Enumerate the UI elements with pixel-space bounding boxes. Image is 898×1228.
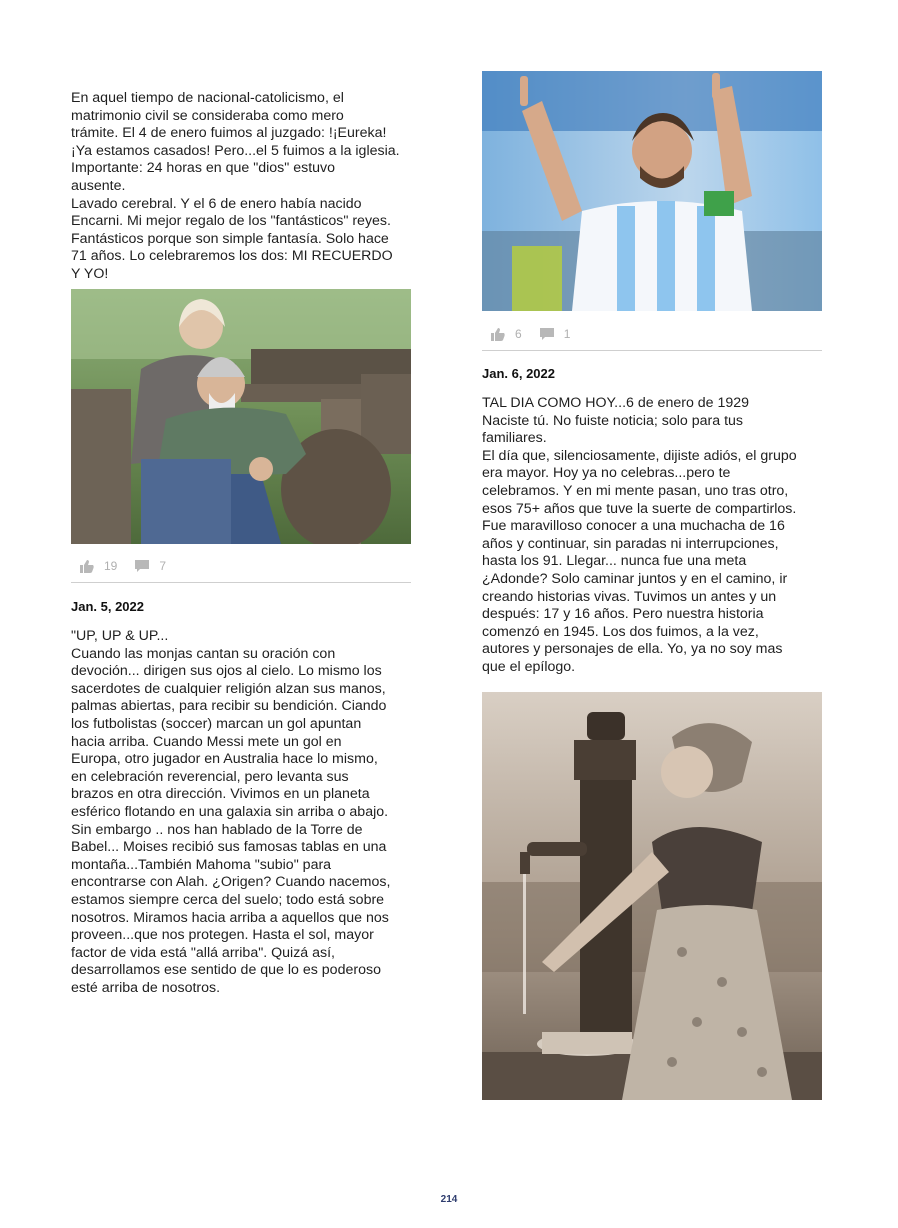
divider xyxy=(482,350,822,351)
post-date: Jan. 6, 2022 xyxy=(482,366,555,381)
post-text xyxy=(71,628,416,997)
text-line: desarrollamos ese sentido de que lo es poderoso xyxy=(71,962,381,979)
text-line: Sin embargo .. nos han hablado de la Torre de xyxy=(71,821,363,838)
divider xyxy=(71,582,411,583)
text-line: estamos siempre cerca del suelo; todo está sobre xyxy=(71,891,385,908)
text-line: en celebración reverencial, pero levanta sus xyxy=(71,768,349,785)
couple-photo xyxy=(71,289,411,544)
thumbs-up-icon xyxy=(80,560,94,573)
text-line: esos 75+ años que tuve la suerte de compartirlos. xyxy=(482,500,797,517)
text-line: trámite. El 4 de enero fuimos al juzgado: !¡Eureka! xyxy=(71,125,387,142)
right-post-stats xyxy=(491,322,588,346)
text-line: Fantásticos porque son simple fantasía. Solo hace xyxy=(71,230,389,247)
text-line: autores y personajes de ella. Yo, ya no soy mas xyxy=(482,641,783,658)
post-date: Jan. 5, 2022 xyxy=(71,599,144,614)
text-line: encontrarse con Alah. ¿Origen? Cuando nacemos, xyxy=(71,874,391,891)
text-line: 71 años. Lo celebraremos los dos: MI RECUERDO xyxy=(71,248,393,265)
text-line: TAL DIA COMO HOY...6 de enero de 1929 xyxy=(482,395,750,411)
text-line: sacerdotes de cualquier religión alzan sus manos, xyxy=(71,680,386,697)
text-line: era mayor. Hoy ya no celebras...pero te xyxy=(482,465,731,482)
vintage-fountain-photo xyxy=(482,692,822,1100)
text-line: ausente. xyxy=(71,177,126,194)
text-line: factor de vida está "allá arriba". Quizá así, xyxy=(71,944,335,961)
text-line: nosotros. Miramos hacia arriba a aquellos que nos xyxy=(71,909,389,926)
text-line: "UP, UP & UP... xyxy=(71,628,169,644)
text-line: ¡Ya estamos casados! Pero...el 5 fuimos a la iglesia. xyxy=(71,142,400,159)
text-line: familiares. xyxy=(482,430,547,447)
text-line: hasta los 91. Llegar... nunca fue una meta xyxy=(482,553,747,570)
likes-stat[interactable] xyxy=(80,559,117,573)
text-line: hacia arriba. Cuando Messi mete un gol en xyxy=(71,733,342,750)
text-line: celebramos. Y en mi mente pasan, uno tras otro, xyxy=(482,482,789,499)
text-line: comenzó en 1945. Los dos fuimos, a la vez, xyxy=(482,623,759,640)
likes-count: 6 xyxy=(515,327,522,341)
text-line: Fue maravilloso conocer a una muchacha de 16 xyxy=(482,518,785,535)
text-line: En aquel tiempo de nacional-catolicismo, el xyxy=(71,90,344,106)
text-line: matrimonio civil se consideraba como mero xyxy=(71,107,344,124)
text-line: esté arriba de nosotros. xyxy=(71,979,221,996)
text-line: Importante: 24 horas en que "dios" estuvo xyxy=(71,160,336,177)
text-line: Cuando las monjas cantan su oración con xyxy=(71,645,336,662)
text-line: proveen...que nos protegen. Hasta el sol, mayor xyxy=(71,927,374,944)
text-line: devoción... dirigen sus ojos al cielo. Lo mismo los xyxy=(71,663,382,680)
post-text xyxy=(482,395,827,677)
comment-icon xyxy=(540,328,554,341)
text-line: Naciste tú. No fuiste noticia; solo para tus xyxy=(482,412,744,429)
text-line: Y YO! xyxy=(71,265,109,282)
text-line: años y continuar, sin paradas ni interrupciones, xyxy=(482,535,779,552)
thumbs-up-icon xyxy=(491,328,505,341)
comments-count: 1 xyxy=(563,327,571,341)
comments-stat[interactable] xyxy=(540,327,571,341)
text-line: brazos en otra dirección. Vivimos en un planeta xyxy=(71,786,370,803)
footballer-photo xyxy=(482,71,822,311)
text-line: palmas abiertas, para recibir su bendición. Ciando xyxy=(71,698,387,715)
likes-count: 19 xyxy=(104,559,118,573)
left-post-stats xyxy=(80,554,184,578)
likes-stat[interactable] xyxy=(491,327,522,341)
text-line: Europa, otro jugador en Australia hace lo mismo, xyxy=(71,751,378,768)
intro-text xyxy=(71,90,416,284)
text-line: Lavado cerebral. Y el 6 de enero había nacido xyxy=(71,195,362,212)
comments-count: 7 xyxy=(159,559,167,573)
text-line: ¿Adonde? Solo caminar juntos y en el camino, ir xyxy=(482,570,788,587)
text-line: esférico flotando en una galaxia sin arriba o abajo. xyxy=(71,803,389,820)
text-line: creando historias vivas. Tuvimos un antes y un xyxy=(482,588,777,605)
text-line: Babel... Moises recibió sus famosas tablas en una xyxy=(71,839,387,856)
page-number: 214 xyxy=(440,1194,458,1205)
text-line: los futbolistas (soccer) marcan un gol apuntan xyxy=(71,715,362,732)
text-line: montaña...También Mahoma "subio" para xyxy=(71,856,332,873)
comments-stat[interactable] xyxy=(135,559,166,573)
text-line: El día que, silenciosamente, dijiste adiós, el grupo xyxy=(482,447,797,464)
text-line: después: 17 y 16 años. Pero nuestra historia xyxy=(482,606,764,623)
comment-icon xyxy=(135,560,149,573)
text-line: Encarni. Mi mejor regalo de los "fantásticos" reyes. xyxy=(71,213,391,230)
text-line: que el epílogo. xyxy=(482,658,576,675)
